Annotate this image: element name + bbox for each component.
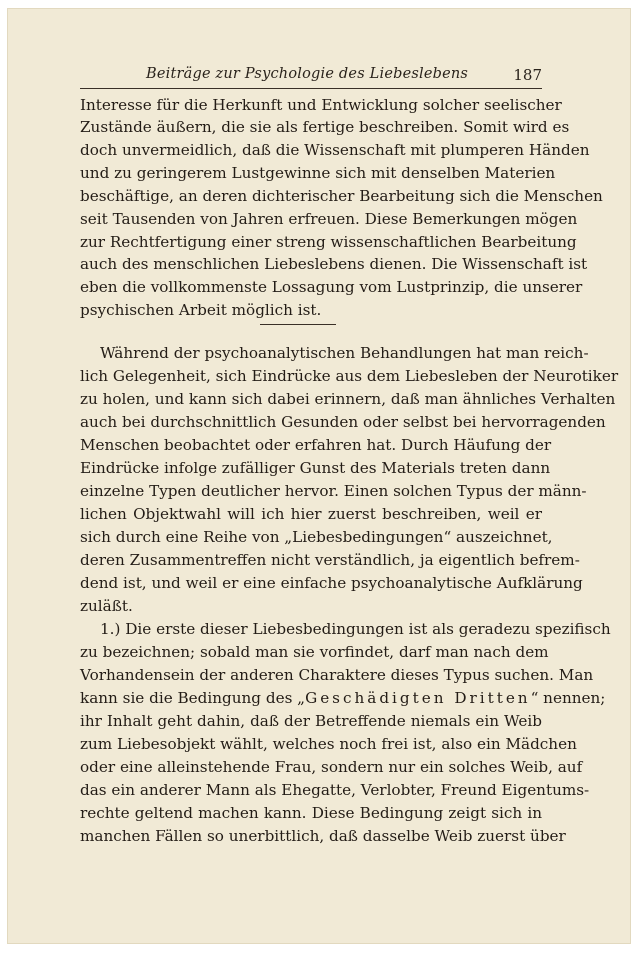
text-line: lich Gelegenheit, sich Eindrücke aus dem Liebesleben der Neurotiker — [80, 367, 619, 385]
text-line: eben die vollkommenste Lossagung vom Lustprinzip, die unserer — [80, 278, 583, 296]
text-line: dend ist, und weil er eine einfache psychoanalytische Aufklärung — [80, 574, 583, 592]
section-separator — [260, 324, 336, 325]
text-line — [80, 688, 606, 708]
text-line: zu holen, und kann sich dabei erinnern, daß man ähnliches Verhalten — [80, 390, 616, 408]
text-line: Eindrücke infolge zufälliger Gunst des Materials treten dann — [80, 459, 551, 477]
text-line: Interesse für die Herkunft und Entwicklung solcher seelischer — [80, 96, 562, 114]
text-line: beschäftige, an deren dichterischer Bearbeitung sich die Menschen — [80, 187, 603, 205]
text-line: 1.) Die erste dieser Liebesbedingungen ist als geradezu spezifisch — [100, 620, 611, 638]
page-header — [80, 66, 542, 88]
text-line: lichen Objektwahl will ich hier zuerst beschreiben, weil er — [80, 505, 542, 523]
text-line: auch bei durchschnittlich Gesunden oder selbst bei hervorragenden — [80, 413, 606, 431]
text-fragment: “ nennen; — [530, 689, 606, 707]
text-line: doch unvermeidlich, daß die Wissenschaft mit plumperen Händen — [80, 141, 590, 159]
text-line: psychischen Arbeit möglich ist. — [80, 301, 322, 319]
text-line: Während der psychoanalytischen Behandlungen hat man reich- — [100, 344, 589, 362]
text-line: deren Zusammentreffen nicht verständlich, ja eigentlich befrem- — [80, 551, 580, 569]
spaced-term: Geschädigten Dritten — [305, 689, 531, 707]
text-line: auch des menschlichen Liebeslebens dienen. Die Wissenschaft ist — [80, 255, 588, 273]
text-line: Menschen beobachtet oder erfahren hat. Durch Häufung der — [80, 436, 552, 454]
text-line: oder eine alleinstehende Frau, sondern nur ein solches Weib, auf — [80, 758, 583, 776]
text-line: und zu geringerem Lustgewinne sich mit denselben Materien — [80, 164, 556, 182]
text-line: Zustände äußern, die sie als fertige beschreiben. Somit wird es — [80, 118, 570, 136]
text-line: zur Rechtfertigung einer streng wissenschaftlichen Bearbeitung — [80, 233, 577, 251]
text-line: rechte geltend machen kann. Diese Bedingung zeigt sich in — [80, 804, 542, 822]
text-line: seit Tausenden von Jahren erfreuen. Diese Bemerkungen mögen — [80, 210, 578, 228]
header-rule — [80, 88, 542, 89]
text-line: manchen Fällen so unerbittlich, daß dasselbe Weib zuerst über — [80, 827, 566, 845]
text-line: zu bezeichnen; sobald man sie vorfindet, darf man nach dem — [80, 643, 549, 661]
running-head: Beiträge zur Psychologie des Liebeslebens — [146, 66, 469, 82]
text-line: ihr Inhalt geht dahin, daß der Betreffende niemals ein Weib — [80, 712, 542, 730]
text-fragment: kann sie die Bedingung des „ — [80, 689, 306, 707]
text-line: sich durch eine Reihe von „Liebesbedingungen“ auszeichnet, — [80, 528, 553, 546]
text-line: zum Liebesobjekt wählt, welches noch frei ist, also ein Mädchen — [80, 735, 577, 753]
text-line: das ein anderer Mann als Ehegatte, Verlobter, Freund Eigentums- — [80, 781, 590, 799]
text-line: einzelne Typen deutlicher hervor. Einen solchen Typus der männ- — [80, 482, 587, 500]
text-line: Vorhandensein der anderen Charaktere dieses Typus suchen. Man — [80, 666, 594, 684]
page-number: 187 — [513, 66, 542, 84]
text-line: zuläßt. — [80, 597, 133, 615]
